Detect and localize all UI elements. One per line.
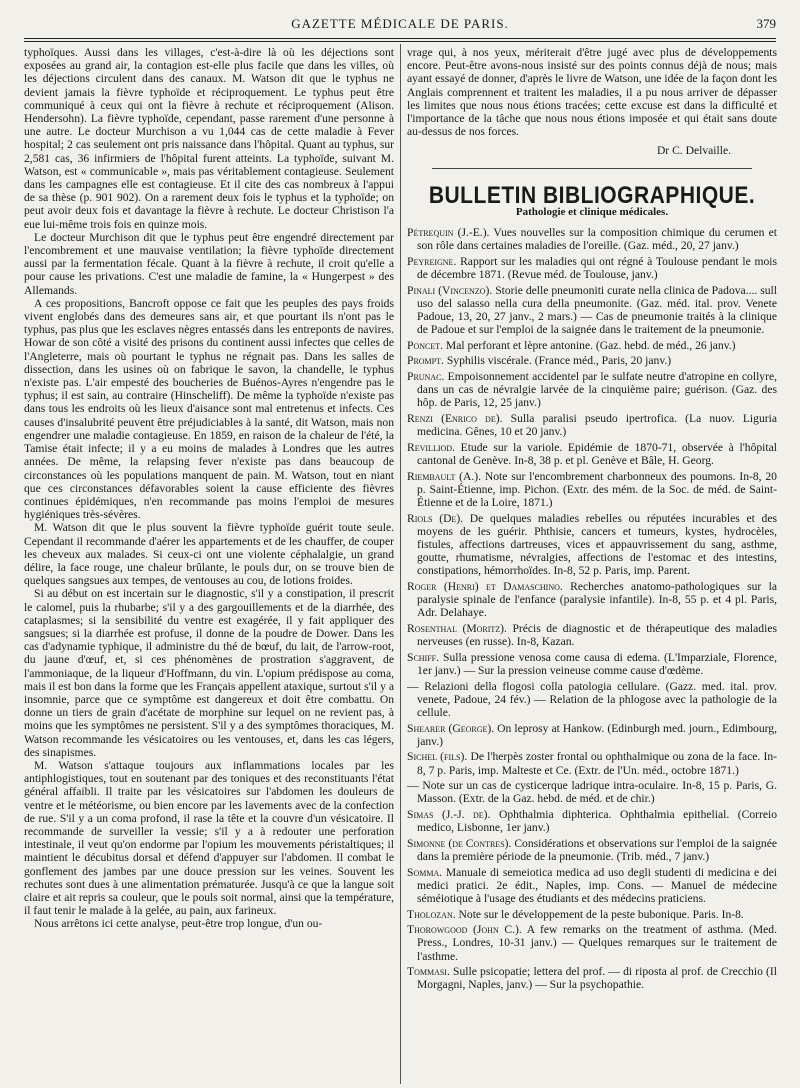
bibliography-entry — [407, 441, 777, 467]
entry-author: Roger (Henri) et Damaschino. — [407, 580, 563, 594]
entry-text: Ophthalmia diphterica. Ophthalmia epithelial. (Correio medico, Lisbonne, 1er janv.) — [417, 808, 777, 835]
page-number: 379 — [756, 16, 776, 31]
article-paragraph: typhoïques. Aussi dans les villages, c'est-à-dire là où les déjections sont exposées au grand air, la contagion est-elle plus facile que dans les villes, où les déjections circulent dans des canaux. M. Watson dit que le typhus ne devient jamais la fièvre typhoïde et réciproquement. Le typhus peut être communiqué à ceux qui ont la fièvre à rechute et réciproquement (Alison. Hendersohn). La fièvre typhoïde, cependant, passe rarement d'une personne à une autre. Le docteur Murchison a vu 1,044 cas de cette maladie à Fever hospital; 2 cas seulement ont pris naissance dans l'hôpital. Quant au typhus, sur 2,581 cas, 36 infirmiers de l'hôpital furent atteints. La typhoïde, suivant M. Watson, est « communicable », mais pas véritablement contagieuse. Seulement dans les campagnes elle est contagieuse. Et il cite des cas nombreux à l'appui de sa thèse (p. 901 902). On a rarement deux fois le typhus et la typhoïde; on peut avoir deux fois et davantage la fièvre à rechute. Le docteur Christison l'a eue lui-même trois fois en quinze mois. — [24, 46, 394, 231]
bibliography-entry — [407, 722, 777, 748]
entry-text: Sulle psicopatie; lettera del prof. — di riposta al prof. de Crecchio (Il Morgagni, Naples, janv.) — Sur la psychopathie. — [417, 965, 777, 992]
bibliography-entry — [407, 908, 777, 921]
entry-text: Empoisonnement accidentel par le sulfate neutre d'atropine en collyre, dans un cas de névralgie larvée de la cinquième paire; guérison. (Gaz. des hôp. de Paris, 12, 25 janv.) — [417, 370, 777, 410]
right-column — [407, 46, 777, 1086]
entry-author: Riols (De). — [407, 511, 464, 525]
bibliography-entry — [407, 622, 777, 648]
entry-author: Revilliod. — [407, 440, 455, 454]
bulletin-subtitle: Pathologie et clinique médicales. — [515, 205, 669, 218]
entry-text: Note sur le développement de la peste bubonique. Paris. In-8. — [455, 907, 744, 921]
entry-text: Sulla pressione venosa come causa di edema. (L'Imparziale, Florence, 1er janv.) — Sur la pression veineuse comme cause d'œdème. — [417, 650, 777, 678]
entry-author: Renzi (Enrico de). — [407, 412, 503, 426]
entry-author: Peyreigne. — [407, 254, 457, 268]
bibliography-entry — [407, 808, 777, 834]
bibliography-entry — [407, 339, 777, 352]
entry-text: Vues nouvelles sur la composition chimique du cerumen et son rôle dans certaines maladies de l'oreille. (Gaz. méd., 20, 27 janv.) — [417, 226, 777, 253]
bibliography-entry — [407, 370, 777, 410]
bibliography-entry — [407, 923, 777, 963]
bibliography-entry — [407, 512, 777, 578]
entry-text: Considérations et observations sur l'emploi de la saignée dans la première période de la pneumonie. (Trib. méd., 7 janv.) — [417, 836, 777, 863]
bibliography-entry — [407, 866, 777, 906]
entry-author: Sichel (fils). — [407, 750, 468, 764]
entry-text: On leprosy at Hankow. (Edinburgh med. journ., Edimbourg, janv.) — [417, 721, 777, 748]
entry-author: Simonne (de Contres). — [407, 836, 512, 850]
bibliography-entry — [407, 226, 777, 252]
entry-author: Poncet. — [407, 338, 444, 352]
bibliography-entry — [407, 580, 777, 620]
entry-text: Mal perforant et lèpre antonine. (Gaz. hebd. de méd., 26 janv.) — [443, 338, 736, 352]
entry-text: Sulla paralisi pseudo ipertrofica. (La nuov. Liguria medicina. Gênes, 10 et 20 janv.) — [417, 412, 777, 439]
header-rule — [24, 38, 776, 39]
bibliography-entry — [407, 284, 777, 337]
left-column — [24, 46, 394, 1086]
entry-author: Prompt. — [407, 354, 444, 368]
entry-text: Manuale di semeiotica medica ad uso degli studenti di medicina e dei medici pratici. 2e édit., Naples, imp. Cons. — Manuel de médecine séméiotique à l'usage des étudiants et des médecins praticiens. — [417, 865, 777, 905]
entry-text: De quelques maladies rebelles ou réputées incurables et des moyens de les guérir. Phthisie, cancers et tumeurs, kystes, hydrocèles, fistules, affections dartreuses, vices et appauvrissement du sang, asthme, goutte, rhumatisme, névralgies, affections de l'estomac et des intestins, constipations, hémorrhoïdes. In-8, 52 p. Paris, imp. Parent. — [417, 511, 777, 578]
entry-author: Riembault (A.). — [407, 469, 482, 483]
entry-text: De l'herpès zoster frontal ou ophthalmique ou zona de la face. In-8, 7 p. Paris, imp. Malteste et Ce. (Extr. de l'Un. méd., octobre 1871.) — [417, 750, 777, 777]
article-paragraph: Le docteur Murchison dit que le typhus peut être engendré directement par l'encombrement et une mauvaise ventilation; la fièvre typhoïde directement aussi par la fermentation fécale. Quant à la fièvre à rechute, il croit qu'elle a pour cause les privations. C'est une maladie de famine, la « Hungerpest » des Allemands. — [24, 230, 394, 297]
entry-text: Recherches anatomo-pathologiques sur la paralysie spinale de l'enfance (paralysie infantile). In-8, 55 p. et 4 pl. Paris, Adr. Delahaye. — [417, 580, 777, 620]
entry-text: — Relazioni della flogosi colla patologia cellulare. (Gazz. med. ital. prov. venete, Padoue, 24 fév.) — Relation de la phlogose avec la pathologie de la cellule. — [407, 679, 777, 720]
entry-author: Shearer (George). — [407, 721, 495, 735]
entry-author: Tholozan. — [407, 907, 456, 921]
author-signature: Dr C. Delvaille. — [656, 144, 731, 158]
bibliography-entry — [407, 750, 777, 776]
bibliography-entry — [407, 837, 777, 863]
entry-author: Pinali (Vincenzo). — [407, 283, 493, 297]
entry-author: Prunac. — [407, 370, 445, 384]
section-rule — [432, 168, 752, 169]
article-conclusion: vrage qui, à nos yeux, mériterait d'être jugé avec plus de développements encore. Peut-être avons-nous insisté sur des points connus déjà de nous; mais ayant essayé de donner, d'après le livre de Watson, une idée de la façon dont les Anglais comprennent et traitent les maladies, il a pu nous arriver de dépasser les limites que nous nous étions tracées; cette excuse est dans la difficulté et l'importance de la tâche que nous nous étions imposée et qui était sans doute au-dessus de nos forces. — [407, 46, 777, 139]
entry-text: Rapport sur les maladies qui ont régné à Toulouse pendant le mois de décembre 1871. (Revue méd. de Toulouse, janv.) — [417, 254, 777, 282]
entry-author: Rosenthal (Moritz). — [407, 622, 507, 636]
article-paragraph: Si au début on est incertain sur le diagnostic, s'il y a constipation, il prescrit le calomel, puis la rhubarbe; s'il y a des gargouillements et de la diarrhée, des cataplasmes; si la sensibilité du ventre est exagérée, il y fait appliquer des sangsues; si la diarrhée est profuse, il donne de la poudre de Dower. Dans les cas d'adynamie typhique, il administre du thé de bœuf, du lait, de l'arrow-root, du jaune d'œuf, et, si ces phénomènes de prostration s'aggravent, de l'ammoniaque, de la liqueur d'Hoffmann, du vin. L'opium prédispose au coma, mais il est bon dans la forme que les Français appellent ataxique, surtout s'il y a insomnie, parce que ce symptôme est dangereux et doit être combattu. On donne un tiers de grain d'acétate de morphine sur lequel on ne revient pas, à moins que les symptômes ne persistent. S'il y a des symptômes thoraciques, M. Watson recommande les vésicatoires ou les ventouses, et, dans les cas légers, des sinapismes. — [24, 587, 394, 759]
bibliography-entry — [407, 779, 777, 805]
entry-author: Pétrequin (J.-E.). — [407, 226, 490, 240]
article-paragraph: M. Watson s'attaque toujours aux inflammations locales par les antiphlogistiques, tout en soutenant par des toniques et des reconstituants l'état général affaibli. Il traite par les vésicatoires sur l'abdomen les douleurs de ventre et le météorisme, ou bien encore par les lavements avec de la confection de rue. S'il y a un coma profond, il rase la tête et la couvre d'un vésicatoire. Il recommande de surveiller la vessie; s'il y a à redouter une perforation intestinale, il veut qu'on endorme par l'opium les mouvements péristaltiques; il maintient le décubitus dorsal et défend d'appuyer sur l'abdomen. Il combat le gonflement des jambes par une douce pression sur les veines. Souvent les rechutes sont dues à une alimentation prématurée. Jusqu'à ce que la langue soit claire et ait repris sa couleur, que le pouls soit normal, ainsi que la température, il faut tenir le malade à la gelée, au pain, aux farineux. — [24, 758, 394, 918]
bibliography-entry — [407, 965, 777, 991]
bibliography-entry — [407, 470, 777, 510]
entry-author: Somma. — [407, 865, 443, 879]
column-divider — [400, 44, 401, 1084]
article-paragraph: Nous arrêtons ici cette analyse, peut-être trop longue, d'un ou- — [34, 917, 323, 931]
entry-text: Etude sur la variole. Epidémie de 1870-71, observée à l'hôpital cantonal de Genève. In-8, 38 p. et pl. Genève et Bâle, H. Georg. — [417, 440, 777, 468]
entry-author: Thorowgood (John C.). — [407, 923, 522, 937]
header-rule-thin — [24, 41, 776, 42]
entry-text: Storie delle pneumoniti curate nella clinica de Padova.... sull uso del salasso nella cura della pneumonite. (Gaz. méd. ital. prov. Venete Padoue, 13, 20, 27 janv., 2 mars.) — Cas de pneumonie traités à la clinique de Padoue et sur l'emploi de la saignée dans le traitement de la pneumonie. — [417, 283, 777, 337]
entry-text: Précis de diagnostic et de thérapeutique des maladies nerveuses (en russe). In-8, Kazan. — [417, 622, 777, 649]
article-paragraph: M. Watson dit que le plus souvent la fièvre typhoïde guérit toute seule. Cependant il recommande d'aérer les appartements et de les chauffer, de couper les cheveux aux malades. Si ceux-ci ont une violente céphalalgie, un grand délire, la face rouge, une chaleur brûlante, le pouls dur, on se trouve bien de quelques sangsues aux tempes, de ventouses au cou, de lotions froides. — [24, 521, 394, 588]
entry-text: A few remarks on the treatment of asthma. (Med. Press., Londres, 10-31 janv.) — Quelques remarques sur le traitement de l'asthme. — [417, 923, 777, 963]
entry-author: Tommasi. — [407, 965, 450, 979]
bibliography-entry — [407, 412, 777, 438]
bibliography-list — [407, 226, 777, 992]
bulletin-title: BULLETIN BIBLIOGRAPHIQUE. — [428, 181, 756, 209]
entry-text: Note sur l'encombrement charbonneux des poumons. In-8, 20 p. Saint-Étienne, imp. Pichon. (Extr. des mém. de la Soc. de méd. de Saint-Étienne et de la Loire, 1871.) — [417, 469, 777, 510]
running-title: GAZETTE MÉDICALE DE PARIS. — [291, 16, 509, 31]
bibliography-entry — [407, 680, 777, 720]
bibliography-entry — [407, 354, 777, 367]
bibliography-entry — [407, 255, 777, 281]
entry-author: Schiff. — [407, 650, 440, 664]
page-header — [24, 14, 776, 36]
entry-author: Simas (J.-J. de). — [407, 808, 491, 821]
bibliography-entry — [407, 651, 777, 677]
article-paragraph: A ces propositions, Bancroft oppose ce fait que les peuples des pays froids vivent englobés dans des demeures sans air, et que pourtant ils n'ont pas le typhus, pas plus que les esclaves nègres entassés dans les entreponts de navires. Howar de son côté a visité des prisons du continent aussi infectes que celles de l'Angleterre, mais où pourtant le typhus ne régnait pas. Dans les salles de dissection, dans les usines où on fabrique le savon, la chandelle, le typhus n'existe pas. L'air empesté des boucheries de Buénos-Ayres n'engendre pas le typhus; il est sain, au contraire (Hinscheliff). De même la typhoïde n'existe pas dans tous les endroits où les lieux d'aisance sont mal entretenus et infects. Ces causes d'insalubrité peuvent être préjudiciables à la santé, dit Watson, mais non engendrer une maladie contagieuse. En 1859, en raison de la chaleur de l'été, la Tamise était infecte; il y a eu moins de malades à Londres que les autres années. De même, la relapsing fever n'existe pas dans beaucoup de circonstances où les populations manquent de pain. M. Watson, tout en niant que ces circonstances défavorables soient la cause efficiente des fièvres continues épidémiques, n'en recommande pas moins l'emploi de mesures hygiéniques très-sévères. — [24, 296, 394, 522]
entry-text: — Note sur un cas de cysticerque ladrique intra-oculaire. In-8, 15 p. Paris, G. Masson. (Extr. de la Gaz. hebd. de méd. et de chir.) — [407, 779, 777, 806]
entry-text: Syphilis viscérale. (France méd., Paris, 20 janv.) — [443, 354, 672, 368]
